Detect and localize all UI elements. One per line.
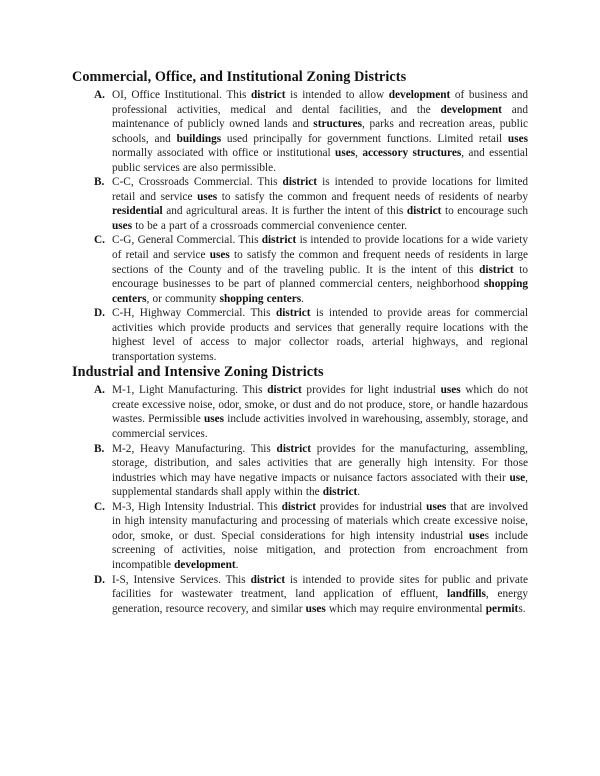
list-item	[72, 442, 528, 500]
section-heading-1: Commercial, Office, and Institutional Zoning Districts	[72, 69, 407, 85]
list-item-label: C.	[94, 234, 105, 247]
list-item-label: D.	[94, 573, 105, 586]
list-item-label: B.	[94, 176, 105, 189]
list-item	[72, 383, 528, 441]
list-item	[72, 306, 528, 364]
list-item-text: OI, Office Institutional. This district is intended to allow development of business and professional activities, medical and dental facilities, and the development and maintenance of publicly owned lands and structures, parks and recreation areas, public schools, and buildings used principally for government functions. Limited retail uses normally associated with office or institutional uses, accessory structures, and essential public services are also permissible.	[112, 89, 529, 174]
section-heading-2: Industrial and Intensive Zoning Districts	[72, 364, 324, 381]
list-item-label: B.	[94, 442, 105, 455]
list-item-text: C-H, Highway Commercial. This district is intended to provide areas for commercial activities which provide products and services that generally require locations with the highest level of access to major collector roads, arterial highways, and regional transportation systems.	[112, 307, 529, 363]
list-item-text: C-C, Crossroads Commercial. This district is intended to provide locations for limited retail and service uses to satisfy the common and frequent needs of residents of nearby residential and agricultural areas. It is further the intent of this district to encourage such uses to be a part of a crossroads commercial convenience center.	[112, 176, 529, 232]
list-item-label: A.	[94, 89, 105, 101]
list-item	[72, 500, 528, 573]
list-item-label: D.	[94, 307, 105, 320]
list-item-label: A.	[94, 384, 105, 397]
list-item	[72, 573, 528, 617]
list-item	[72, 233, 528, 306]
list-item-label: C.	[94, 500, 105, 513]
list-item-text: M-2, Heavy Manufacturing. This district provides for the manufacturing, assembling, storage, distribution, and sales activities that are generally high intensity. For those industries which may have negative impacts or nuisance factors associated with their use, supplemental standards shall apply within the district.	[112, 442, 528, 499]
list-item-text: I-S, Intensive Services. This district is intended to provide sites for public and private facilities for wastewater treatment, land application of effluent, landfills, energy generation, resource recovery, and similar uses which may require environmental permits.	[112, 573, 528, 615]
list-item	[72, 88, 528, 175]
list-item-text: M-3, High Intensity Industrial. This district provides for industrial uses that are involved in high intensity manufacturing and processing of materials which create excessive noise, odor, smoke, or dust. Special considerations for high intensity industrial uses include screening of activities, noise mitigation, and protection from encroachment from incompatible development.	[112, 500, 529, 571]
list-item-text: M-1, Light Manufacturing. This district provides for light industrial uses which do not create excessive noise, odor, smoke, or dust and do not produce, store, or handle hazardous wastes. Permissible uses include activities involved in warehousing, assembly, storage, and commercial services.	[112, 384, 528, 441]
list-item	[72, 175, 528, 233]
list-item-text: C-G, General Commercial. This district is intended to provide locations for a wide variety of retail and service uses to satisfy the common and frequent needs of residents in large sections of the County and of the traveling public. It is the intent of this district to encourage businesses to be part of planned commercial centers, neighborhood shopping centers, or community shopping centers.	[112, 234, 528, 305]
